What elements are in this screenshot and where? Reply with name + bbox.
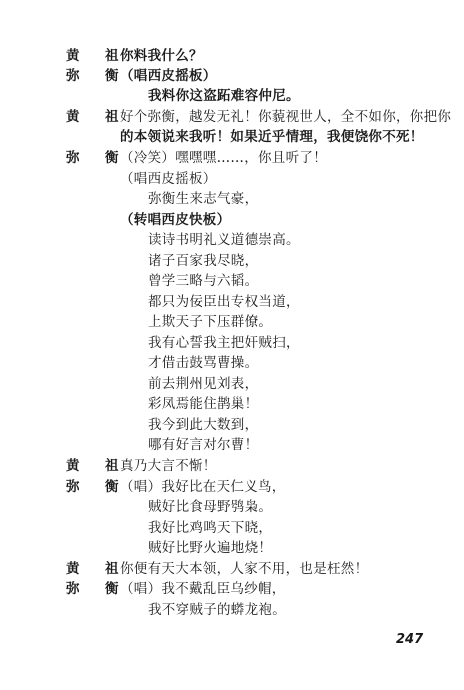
dialogue-line: （冷笑）嘿嘿嘿……，你且听了！ [120,150,327,166]
dialogue-line: 你料我什么？ [120,48,203,64]
dialogue-line: 真乃大言不惭！ [120,458,217,474]
sung-line: 上欺天子下压群僚。 [148,314,273,330]
speaker-label: 黄 祖 [66,48,125,64]
sung-line: 我好比鸡鸣天下晓， [148,520,273,536]
sung-line: 我有心誓我主把奸贼扫， [148,335,300,351]
sung-line: 弥衡生来志气豪， [148,191,259,207]
sung-line: 贼好比食母野鸮枭。 [148,499,273,515]
sung-line: （唱）我好比在天仁义鸟， [120,479,286,495]
sung-line: 都只为佞臣出专权当道， [148,294,300,310]
speaker-label: 弥 衡 [66,150,125,166]
speaker-label: 弥 衡 [66,581,125,597]
speaker-label: 弥 衡 [66,68,125,84]
stage-direction: （唱西皮摇板） [120,68,217,84]
speaker-label: 黄 祖 [66,561,125,577]
page-number: 247 [396,632,424,647]
speaker-label: 黄 祖 [66,458,125,474]
sung-line: 才借击鼓骂曹操。 [148,355,259,371]
sung-line: （唱）我不戴乱臣乌纱帽， [120,581,286,597]
dialogue-line: 的本领说来我听！如果近乎情理，我便饶你不死！ [120,129,424,145]
sung-line: 彩凤焉能住鹊巢！ [148,396,259,412]
dialogue-line: 好个弥衡，越发无礼！你藐视世人，全不如你，你把你 [120,109,452,125]
sung-line: 贼好比野火遍地烧！ [148,540,273,556]
sung-line: 前去荆州见刘表， [148,376,259,392]
sung-line: 我今到此大数到， [148,417,259,433]
stage-direction: （唱西皮摇板） [120,171,217,187]
speaker-label: 弥 衡 [66,479,125,495]
sung-line: 我不穿贼子的蟒龙袍。 [148,602,286,618]
sung-line: 我料你这盗跖难容仲尼。 [148,88,300,104]
sung-line: 曾学三略与六韬。 [148,273,259,289]
speaker-label: 黄 祖 [66,109,125,125]
stage-direction: （转唱西皮快板） [120,212,231,228]
sung-line: 哪有好言对尔曹！ [148,437,259,453]
sung-line: 诸子百家我尽晓， [148,253,259,269]
sung-line: 读诗书明礼义道德崇高。 [148,232,300,248]
dialogue-line: 你便有天大本领，人家不用，也是枉然！ [120,561,369,577]
